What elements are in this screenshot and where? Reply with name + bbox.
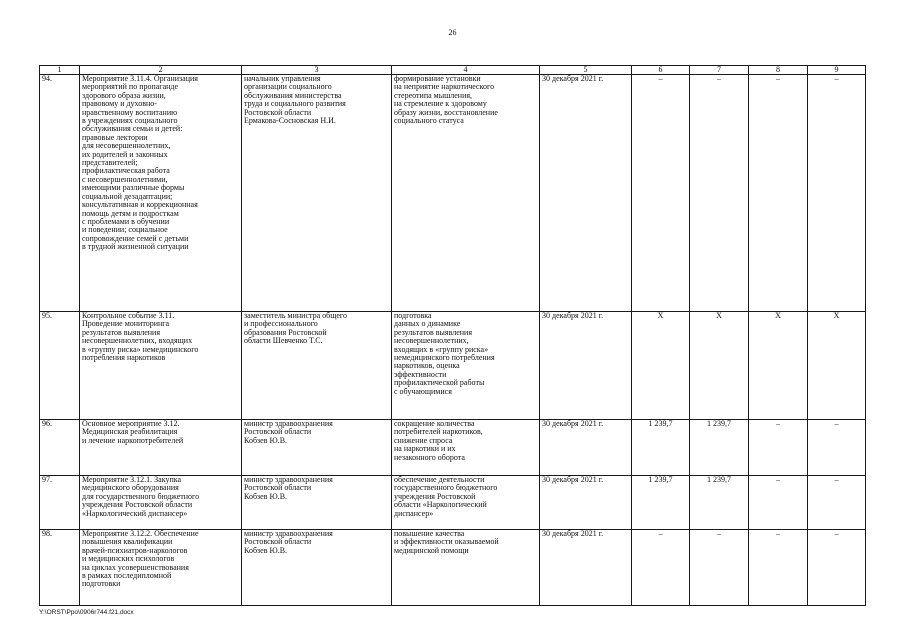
event-cell: Контрольное событие 3.11. Проведение мониторинга результатов выявления несовершеннолетних, входящих в «группу риска» немедицинского потребления наркотиков (80, 312, 242, 420)
table-row (40, 420, 866, 476)
value-cell: – (749, 420, 808, 476)
event-cell: Мероприятие 3.11.4. Организация мероприятий по пропаганде здорового образа жизни, правовому и духовно- нравственному воспитанию в учреждениях социального обслуживания семьи и детей: правовые лектории для несовершеннолетних, их родителей и законных представителей; профилактическая работа с несовершеннолетними, имеющими различные формы социальной дезадаптации; консультативная и коррекционная помощь детям и подросткам с проблемами в обучении и поведении; социальное сопровождение семей с детьми в трудной жизненной ситуации (80, 75, 242, 312)
responsible-cell: заместитель министра общего и профессионального образования Ростовской области Шевченко Т.С. (242, 312, 392, 420)
value-cell: 1 239,7 (632, 476, 690, 530)
event-cell: Мероприятие 3.12.1. Закупка медицинского оборудования для государственного бюджетного учреждения Ростовской области «Наркологический диспансер» (80, 476, 242, 530)
result-cell: сокращение количества потребителей наркотиков, снижение спроса на наркотики и их незаконного оборота (392, 420, 540, 476)
value-cell: Х (808, 312, 866, 420)
column-number: 2 (80, 66, 242, 75)
result-cell: обеспечение деятельности государственного бюджетного учреждения Ростовской области «Наркологический диспансер» (392, 476, 540, 530)
table-row (40, 312, 866, 420)
value-cell: – (808, 420, 866, 476)
value-cell: Х (690, 312, 749, 420)
value-cell: Х (632, 312, 690, 420)
deadline-cell: 30 декабря 2021 г. (540, 476, 632, 530)
column-number: 9 (808, 66, 866, 75)
value-cell: – (632, 530, 690, 606)
value-cell: – (690, 530, 749, 606)
column-number-row (40, 66, 866, 75)
table-row (40, 75, 866, 312)
deadline-cell: 30 декабря 2021 г. (540, 530, 632, 606)
result-cell: подготовка данных о динамике результатов выявления несовершеннолетних, входящих в «группу риска» немедицинского потребления наркотиков, оценка эффективности профилактической работы с обучающимися (392, 312, 540, 420)
value-cell: 1 239,7 (690, 476, 749, 530)
row-number: 95. (40, 312, 80, 420)
row-number: 97. (40, 476, 80, 530)
column-number: 3 (242, 66, 392, 75)
table-row (40, 476, 866, 530)
deadline-cell: 30 декабря 2021 г. (540, 312, 632, 420)
responsible-cell: начальник управления организации социального обслуживания министерства труда и социального развития Ростовской области Ермакова-Сосновская Н.И. (242, 75, 392, 312)
column-number: 6 (632, 66, 690, 75)
column-number: 7 (690, 66, 749, 75)
row-number: 94. (40, 75, 80, 312)
event-cell: Мероприятие 3.12.2. Обеспечение повышения квалификации врачей-психиатров-наркологов и медицинских психологов на циклах усовершенствования в рамках последипломной подготовки (80, 530, 242, 606)
value-cell: – (749, 476, 808, 530)
deadline-cell: 30 декабря 2021 г. (540, 420, 632, 476)
event-cell: Основное мероприятие 3.12. Медицинская реабилитация и лечение наркопотребителей (80, 420, 242, 476)
value-cell: – (808, 530, 866, 606)
value-cell: – (749, 75, 808, 312)
responsible-cell: министр здравоохранения Ростовской области Кобзев Ю.В. (242, 476, 392, 530)
row-number: 98. (40, 530, 80, 606)
program-plan-table (39, 65, 866, 606)
column-number: 8 (749, 66, 808, 75)
row-number: 96. (40, 420, 80, 476)
value-cell: Х (749, 312, 808, 420)
result-cell: повышение качества и эффективности оказываемой медицинской помощи (392, 530, 540, 606)
responsible-cell: министр здравоохранения Ростовской области Кобзев Ю.В. (242, 420, 392, 476)
value-cell: 1 239,7 (632, 420, 690, 476)
column-number: 4 (392, 66, 540, 75)
result-cell: формирование установки на неприятие наркотического стереотипа мышления, на стремление к здоровому образу жизни, восстановление социального статуса (392, 75, 540, 312)
column-number: 1 (40, 66, 80, 75)
value-cell: – (632, 75, 690, 312)
value-cell: – (690, 75, 749, 312)
page-number: 26 (448, 28, 457, 37)
responsible-cell: министр здравоохранения Ростовской области Кобзев Ю.В. (242, 530, 392, 606)
document-file-path: Y:\ORST\Ppo\0906r744.f21.docx (39, 609, 134, 616)
column-number: 5 (540, 66, 632, 75)
value-cell: 1 239,7 (690, 420, 749, 476)
value-cell: – (808, 75, 866, 312)
table-row (40, 530, 866, 606)
deadline-cell: 30 декабря 2021 г. (540, 75, 632, 312)
value-cell: – (808, 476, 866, 530)
value-cell: – (749, 530, 808, 606)
